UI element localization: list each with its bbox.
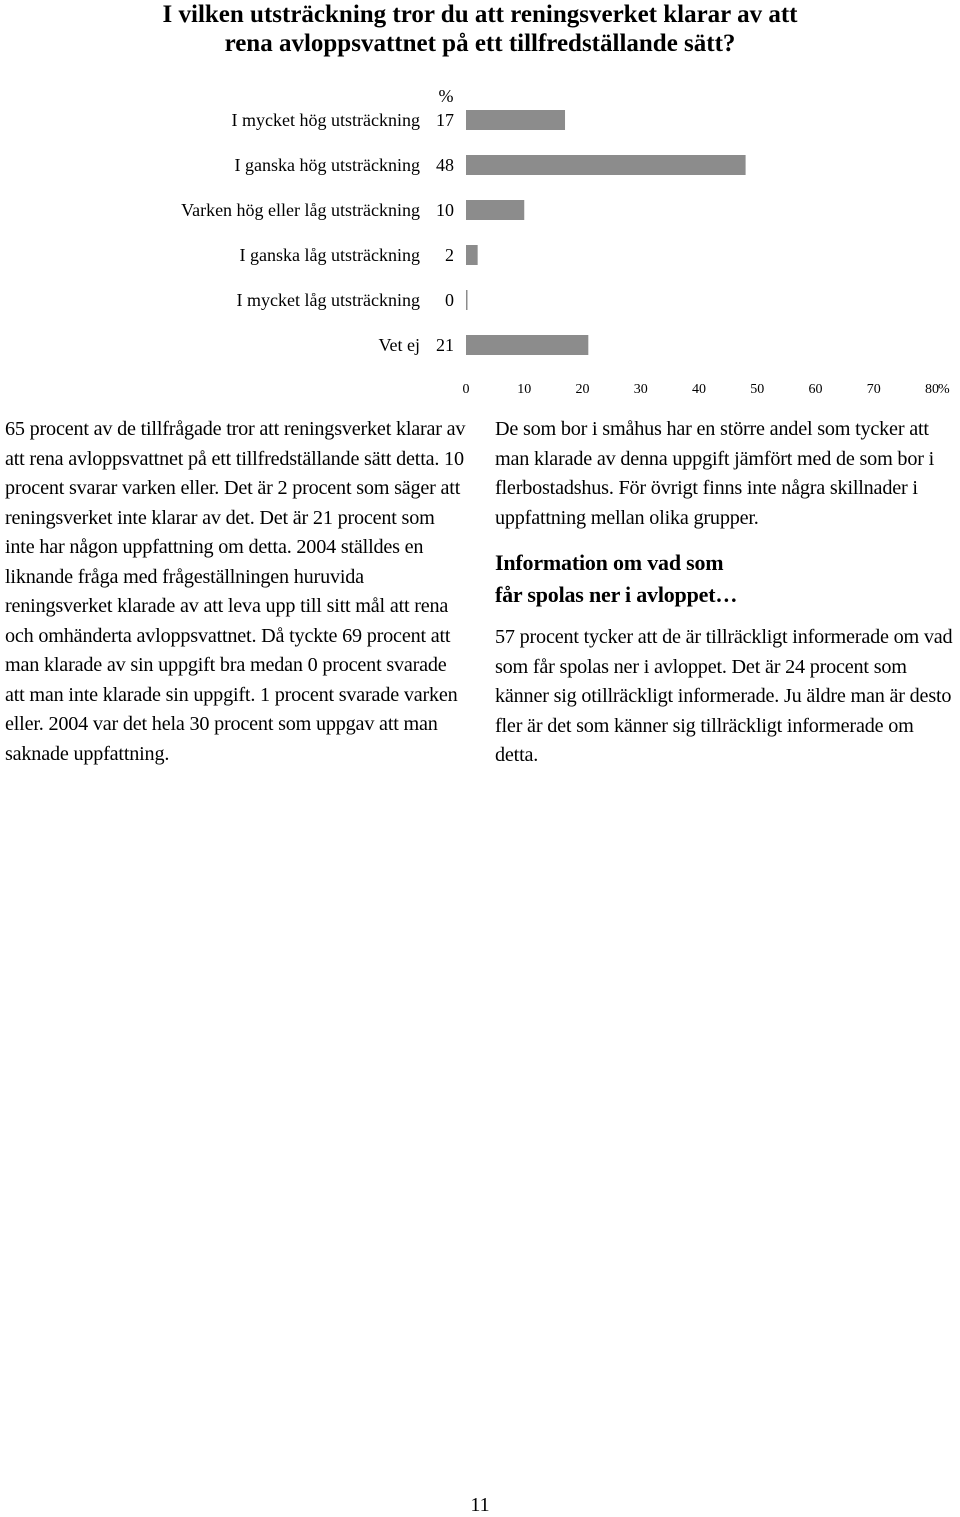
x-tick-label: 20 [575, 382, 590, 397]
x-tick-label: 60 [808, 382, 823, 397]
x-tick-label: 50 [750, 382, 765, 397]
category-label: I ganska låg utsträckning [239, 245, 420, 265]
right-paragraph-2: 57 procent tycker att de är tillräckligt informerade om vad som får spolas ner i avloppet. Det är 24 procent som känner sig otillräckligt informerade. Ju äldre man är desto fler är det som känner sig tillräckligt informerade om detta. [495, 626, 953, 766]
x-tick-label: 10 [517, 382, 532, 397]
category-label: Varken hög eller låg utsträckning [181, 200, 420, 220]
bar [466, 200, 524, 220]
x-axis-unit: % [938, 382, 950, 397]
value-header: % [438, 86, 454, 106]
category-label: Vet ej [378, 335, 420, 355]
value-label: 48 [436, 155, 454, 175]
left-paragraph: 65 procent av de tillfrågade tror att reningsverket klarar av att rena avloppsvattnet på ett tillfredställande sätt detta. 10 procent svarar varken eller. Det är 2 procent som säger att reningsverket inte klarar av det. Det är 21 procent som inte har någon uppfattning om detta. 2004 ställdes en liknande fråga med frågeställningen huruvida reningsverket klarade av att leva upp till sitt mål att rena och omhänderta avloppsvattnet. Då tyckte 69 procent att man klarade av sin uppgift bra medan 0 procent svarade att man inte klarade sin uppgift. 1 procent svarade varken eller. 2004 var det hela 30 procent som uppgav att man saknade uppfattning. [5, 418, 466, 765]
bar [466, 155, 746, 175]
x-tick-label: 0 [462, 382, 470, 397]
bar [466, 290, 468, 310]
right-paragraph-1: De som bor i småhus har en större andel som tycker att man klarade av denna uppgift jämfört med de som bor i flerbostadshus. För övrigt finns inte några skillnader i uppfattning mellan olika grupper. [495, 418, 934, 529]
x-tick-label: 30 [633, 382, 648, 397]
category-label: I mycket hög utsträckning [231, 110, 420, 130]
category-label: I ganska hög utsträckning [234, 155, 420, 175]
bar-chart [0, 80, 960, 400]
page-number: 11 [470, 1494, 490, 1516]
page-title [0, 0, 960, 58]
value-label: 2 [445, 245, 454, 265]
left-column [5, 415, 467, 769]
subheading-line-1: Information om vad som [495, 550, 724, 575]
x-tick-label: 80 [925, 382, 939, 397]
value-label: 17 [436, 110, 454, 130]
value-label: 21 [436, 335, 454, 355]
title-line-2: rena avloppsvattnet på ett tillfredställande sätt? [224, 30, 736, 57]
title-line-1: I vilken utsträckning tror du att reningsverket klarar av att [162, 1, 798, 28]
x-tick-label: 70 [866, 382, 881, 397]
right-column [495, 415, 957, 771]
section-subheading [495, 547, 957, 611]
bar [466, 245, 478, 265]
bar [466, 110, 565, 130]
value-label: 0 [445, 290, 454, 310]
value-label: 10 [436, 200, 454, 220]
x-tick-label: 40 [692, 382, 706, 397]
bar [466, 335, 588, 355]
category-label: I mycket låg utsträckning [236, 290, 420, 310]
subheading-line-2: får spolas ner i avloppet… [495, 582, 738, 607]
